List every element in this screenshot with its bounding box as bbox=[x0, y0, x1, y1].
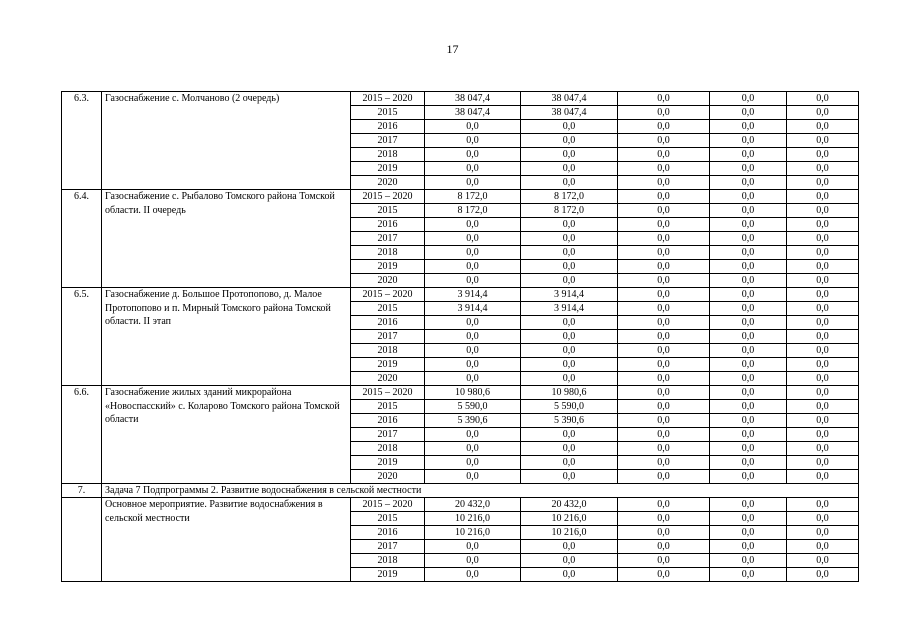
amount-cell: 38 047,4 bbox=[425, 92, 521, 106]
amount-cell: 0,0 bbox=[618, 372, 710, 386]
period-cell: 2015 – 2020 bbox=[351, 190, 425, 204]
item-description: Газоснабжение д. Большое Протопопово, д. Малое Протопопово и п. Мирный Томского района Томской области. II этап bbox=[102, 288, 351, 386]
amount-cell: 0,0 bbox=[787, 246, 859, 260]
amount-cell: 0,0 bbox=[521, 554, 618, 568]
amount-cell: 0,0 bbox=[710, 512, 787, 526]
amount-cell: 0,0 bbox=[710, 302, 787, 316]
item-number bbox=[62, 498, 102, 582]
amount-cell: 0,0 bbox=[710, 540, 787, 554]
amount-cell: 0,0 bbox=[710, 106, 787, 120]
amount-cell: 0,0 bbox=[521, 232, 618, 246]
task-number: 7. bbox=[62, 484, 102, 498]
amount-cell: 0,0 bbox=[710, 428, 787, 442]
page-number: 17 bbox=[446, 42, 459, 56]
amount-cell: 0,0 bbox=[787, 344, 859, 358]
period-cell: 2016 bbox=[351, 526, 425, 540]
amount-cell: 0,0 bbox=[787, 330, 859, 344]
amount-cell: 0,0 bbox=[521, 330, 618, 344]
amount-cell: 0,0 bbox=[521, 176, 618, 190]
amount-cell: 0,0 bbox=[521, 358, 618, 372]
amount-cell: 0,0 bbox=[710, 456, 787, 470]
amount-cell: 0,0 bbox=[787, 176, 859, 190]
amount-cell: 0,0 bbox=[618, 134, 710, 148]
amount-cell: 0,0 bbox=[618, 470, 710, 484]
amount-cell: 0,0 bbox=[425, 330, 521, 344]
amount-cell: 0,0 bbox=[618, 232, 710, 246]
amount-cell: 0,0 bbox=[787, 512, 859, 526]
amount-cell: 0,0 bbox=[787, 386, 859, 400]
amount-cell: 5 590,0 bbox=[521, 400, 618, 414]
amount-cell: 0,0 bbox=[521, 344, 618, 358]
amount-cell: 0,0 bbox=[787, 414, 859, 428]
amount-cell: 0,0 bbox=[618, 456, 710, 470]
amount-cell: 0,0 bbox=[787, 274, 859, 288]
item-number: 6.6. bbox=[62, 386, 102, 484]
amount-cell: 0,0 bbox=[521, 442, 618, 456]
amount-cell: 0,0 bbox=[787, 400, 859, 414]
amount-cell: 0,0 bbox=[787, 302, 859, 316]
amount-cell: 0,0 bbox=[710, 218, 787, 232]
amount-cell: 0,0 bbox=[425, 358, 521, 372]
period-cell: 2017 bbox=[351, 330, 425, 344]
table-row bbox=[62, 386, 859, 400]
amount-cell: 0,0 bbox=[521, 148, 618, 162]
amount-cell: 0,0 bbox=[787, 554, 859, 568]
amount-cell: 0,0 bbox=[618, 274, 710, 288]
amount-cell: 0,0 bbox=[425, 372, 521, 386]
amount-cell: 0,0 bbox=[618, 330, 710, 344]
table-row bbox=[62, 288, 859, 302]
amount-cell: 0,0 bbox=[787, 442, 859, 456]
amount-cell: 0,0 bbox=[787, 456, 859, 470]
period-cell: 2015 bbox=[351, 106, 425, 120]
period-cell: 2018 bbox=[351, 344, 425, 358]
table-body bbox=[62, 92, 859, 582]
amount-cell: 0,0 bbox=[710, 190, 787, 204]
amount-cell: 0,0 bbox=[787, 148, 859, 162]
amount-cell: 0,0 bbox=[521, 456, 618, 470]
task-row bbox=[62, 484, 859, 498]
amount-cell: 0,0 bbox=[425, 540, 521, 554]
amount-cell: 0,0 bbox=[787, 260, 859, 274]
period-cell: 2016 bbox=[351, 316, 425, 330]
amount-cell: 0,0 bbox=[618, 316, 710, 330]
amount-cell: 0,0 bbox=[710, 274, 787, 288]
amount-cell: 10 216,0 bbox=[425, 526, 521, 540]
period-cell: 2017 bbox=[351, 232, 425, 246]
period-cell: 2020 bbox=[351, 372, 425, 386]
amount-cell: 0,0 bbox=[618, 428, 710, 442]
amount-cell: 0,0 bbox=[710, 162, 787, 176]
period-cell: 2015 bbox=[351, 302, 425, 316]
period-cell: 2019 bbox=[351, 260, 425, 274]
amount-cell: 0,0 bbox=[521, 568, 618, 582]
amount-cell: 0,0 bbox=[618, 540, 710, 554]
period-cell: 2018 bbox=[351, 554, 425, 568]
amount-cell: 0,0 bbox=[425, 134, 521, 148]
amount-cell: 0,0 bbox=[787, 134, 859, 148]
amount-cell: 38 047,4 bbox=[521, 92, 618, 106]
amount-cell: 0,0 bbox=[425, 344, 521, 358]
amount-cell: 0,0 bbox=[787, 120, 859, 134]
amount-cell: 0,0 bbox=[618, 512, 710, 526]
period-cell: 2016 bbox=[351, 120, 425, 134]
amount-cell: 38 047,4 bbox=[521, 106, 618, 120]
period-cell: 2015 bbox=[351, 512, 425, 526]
amount-cell: 10 216,0 bbox=[521, 526, 618, 540]
amount-cell: 0,0 bbox=[521, 428, 618, 442]
amount-cell: 38 047,4 bbox=[425, 106, 521, 120]
amount-cell: 0,0 bbox=[787, 372, 859, 386]
amount-cell: 0,0 bbox=[710, 148, 787, 162]
amount-cell: 0,0 bbox=[618, 260, 710, 274]
amount-cell: 0,0 bbox=[425, 428, 521, 442]
period-cell: 2015 – 2020 bbox=[351, 288, 425, 302]
amount-cell: 5 390,6 bbox=[425, 414, 521, 428]
amount-cell: 0,0 bbox=[618, 414, 710, 428]
amount-cell: 0,0 bbox=[618, 386, 710, 400]
amount-cell: 0,0 bbox=[618, 358, 710, 372]
amount-cell: 0,0 bbox=[710, 568, 787, 582]
period-cell: 2019 bbox=[351, 568, 425, 582]
amount-cell: 0,0 bbox=[710, 386, 787, 400]
amount-cell: 0,0 bbox=[710, 316, 787, 330]
amount-cell: 0,0 bbox=[521, 162, 618, 176]
amount-cell: 0,0 bbox=[618, 526, 710, 540]
amount-cell: 0,0 bbox=[521, 246, 618, 260]
table-row bbox=[62, 190, 859, 204]
amount-cell: 0,0 bbox=[710, 498, 787, 512]
amount-cell: 0,0 bbox=[787, 568, 859, 582]
amount-cell: 0,0 bbox=[425, 148, 521, 162]
amount-cell: 0,0 bbox=[710, 120, 787, 134]
amount-cell: 0,0 bbox=[710, 232, 787, 246]
amount-cell: 0,0 bbox=[521, 218, 618, 232]
amount-cell: 0,0 bbox=[787, 526, 859, 540]
amount-cell: 0,0 bbox=[521, 134, 618, 148]
period-cell: 2020 bbox=[351, 176, 425, 190]
amount-cell: 5 390,6 bbox=[521, 414, 618, 428]
amount-cell: 0,0 bbox=[710, 176, 787, 190]
amount-cell: 0,0 bbox=[521, 316, 618, 330]
amount-cell: 0,0 bbox=[710, 358, 787, 372]
amount-cell: 0,0 bbox=[618, 400, 710, 414]
period-cell: 2019 bbox=[351, 358, 425, 372]
period-cell: 2020 bbox=[351, 470, 425, 484]
amount-cell: 0,0 bbox=[618, 288, 710, 302]
amount-cell: 0,0 bbox=[618, 344, 710, 358]
period-cell: 2015 – 2020 bbox=[351, 498, 425, 512]
amount-cell: 10 216,0 bbox=[425, 512, 521, 526]
period-cell: 2015 bbox=[351, 204, 425, 218]
amount-cell: 0,0 bbox=[618, 204, 710, 218]
item-description: Газоснабжение с. Молчаново (2 очередь) bbox=[102, 92, 351, 190]
amount-cell: 0,0 bbox=[787, 316, 859, 330]
amount-cell: 0,0 bbox=[618, 190, 710, 204]
amount-cell: 0,0 bbox=[710, 288, 787, 302]
period-cell: 2015 – 2020 bbox=[351, 386, 425, 400]
amount-cell: 0,0 bbox=[710, 526, 787, 540]
amount-cell: 0,0 bbox=[710, 134, 787, 148]
task-title: Задача 7 Подпрограммы 2. Развитие водоснабжения в сельской местности bbox=[102, 484, 859, 498]
amount-cell: 0,0 bbox=[787, 540, 859, 554]
amount-cell: 0,0 bbox=[425, 456, 521, 470]
period-cell: 2018 bbox=[351, 246, 425, 260]
amount-cell: 0,0 bbox=[618, 498, 710, 512]
amount-cell: 0,0 bbox=[710, 92, 787, 106]
amount-cell: 10 980,6 bbox=[521, 386, 618, 400]
amount-cell: 0,0 bbox=[618, 246, 710, 260]
amount-cell: 0,0 bbox=[521, 470, 618, 484]
amount-cell: 5 590,0 bbox=[425, 400, 521, 414]
amount-cell: 0,0 bbox=[787, 428, 859, 442]
item-number: 6.4. bbox=[62, 190, 102, 288]
period-cell: 2018 bbox=[351, 148, 425, 162]
table-row bbox=[62, 498, 859, 512]
amount-cell: 3 914,4 bbox=[521, 302, 618, 316]
amount-cell: 0,0 bbox=[710, 400, 787, 414]
amount-cell: 0,0 bbox=[425, 316, 521, 330]
amount-cell: 0,0 bbox=[618, 218, 710, 232]
period-cell: 2016 bbox=[351, 414, 425, 428]
period-cell: 2017 bbox=[351, 134, 425, 148]
amount-cell: 0,0 bbox=[710, 344, 787, 358]
item-number: 6.5. bbox=[62, 288, 102, 386]
budget-table bbox=[61, 91, 859, 582]
amount-cell: 0,0 bbox=[787, 106, 859, 120]
amount-cell: 0,0 bbox=[710, 204, 787, 218]
amount-cell: 0,0 bbox=[618, 176, 710, 190]
amount-cell: 0,0 bbox=[787, 218, 859, 232]
amount-cell: 0,0 bbox=[425, 554, 521, 568]
amount-cell: 3 914,4 bbox=[425, 302, 521, 316]
amount-cell: 0,0 bbox=[425, 162, 521, 176]
amount-cell: 0,0 bbox=[787, 232, 859, 246]
amount-cell: 0,0 bbox=[787, 162, 859, 176]
amount-cell: 0,0 bbox=[787, 470, 859, 484]
amount-cell: 0,0 bbox=[425, 176, 521, 190]
period-cell: 2018 bbox=[351, 442, 425, 456]
table-row bbox=[62, 92, 859, 106]
item-description: Основное мероприятие. Развитие водоснабжения в сельской местности bbox=[102, 498, 351, 582]
amount-cell: 0,0 bbox=[425, 246, 521, 260]
amount-cell: 3 914,4 bbox=[425, 288, 521, 302]
amount-cell: 0,0 bbox=[710, 442, 787, 456]
amount-cell: 0,0 bbox=[787, 204, 859, 218]
period-cell: 2019 bbox=[351, 456, 425, 470]
period-cell: 2017 bbox=[351, 540, 425, 554]
amount-cell: 0,0 bbox=[425, 260, 521, 274]
amount-cell: 3 914,4 bbox=[521, 288, 618, 302]
amount-cell: 10 980,6 bbox=[425, 386, 521, 400]
item-description: Газоснабжение жилых зданий микрорайона «Новоспасский» с. Коларово Томского района Томской области bbox=[102, 386, 351, 484]
amount-cell: 0,0 bbox=[425, 470, 521, 484]
amount-cell: 0,0 bbox=[618, 162, 710, 176]
amount-cell: 20 432,0 bbox=[521, 498, 618, 512]
amount-cell: 8 172,0 bbox=[425, 204, 521, 218]
amount-cell: 0,0 bbox=[710, 372, 787, 386]
amount-cell: 0,0 bbox=[710, 414, 787, 428]
amount-cell: 0,0 bbox=[787, 498, 859, 512]
amount-cell: 0,0 bbox=[521, 540, 618, 554]
amount-cell: 0,0 bbox=[425, 568, 521, 582]
amount-cell: 0,0 bbox=[787, 190, 859, 204]
item-number: 6.3. bbox=[62, 92, 102, 190]
amount-cell: 0,0 bbox=[521, 120, 618, 134]
amount-cell: 0,0 bbox=[710, 470, 787, 484]
amount-cell: 0,0 bbox=[787, 92, 859, 106]
amount-cell: 0,0 bbox=[521, 372, 618, 386]
amount-cell: 10 216,0 bbox=[521, 512, 618, 526]
amount-cell: 0,0 bbox=[710, 260, 787, 274]
amount-cell: 0,0 bbox=[618, 106, 710, 120]
amount-cell: 0,0 bbox=[618, 148, 710, 162]
amount-cell: 0,0 bbox=[710, 330, 787, 344]
amount-cell: 20 432,0 bbox=[425, 498, 521, 512]
period-cell: 2019 bbox=[351, 162, 425, 176]
period-cell: 2017 bbox=[351, 428, 425, 442]
period-cell: 2020 bbox=[351, 274, 425, 288]
amount-cell: 8 172,0 bbox=[521, 204, 618, 218]
amount-cell: 8 172,0 bbox=[425, 190, 521, 204]
amount-cell: 0,0 bbox=[618, 92, 710, 106]
period-cell: 2015 bbox=[351, 400, 425, 414]
amount-cell: 0,0 bbox=[521, 260, 618, 274]
amount-cell: 0,0 bbox=[521, 274, 618, 288]
amount-cell: 0,0 bbox=[710, 246, 787, 260]
amount-cell: 0,0 bbox=[425, 274, 521, 288]
amount-cell: 0,0 bbox=[710, 554, 787, 568]
amount-cell: 0,0 bbox=[618, 568, 710, 582]
amount-cell: 0,0 bbox=[618, 442, 710, 456]
amount-cell: 0,0 bbox=[618, 302, 710, 316]
amount-cell: 0,0 bbox=[787, 358, 859, 372]
amount-cell: 0,0 bbox=[618, 554, 710, 568]
item-description: Газоснабжение с. Рыбалово Томского района Томской области. II очередь bbox=[102, 190, 351, 288]
amount-cell: 0,0 bbox=[425, 120, 521, 134]
amount-cell: 0,0 bbox=[787, 288, 859, 302]
period-cell: 2015 – 2020 bbox=[351, 92, 425, 106]
amount-cell: 8 172,0 bbox=[521, 190, 618, 204]
period-cell: 2016 bbox=[351, 218, 425, 232]
amount-cell: 0,0 bbox=[425, 218, 521, 232]
amount-cell: 0,0 bbox=[618, 120, 710, 134]
amount-cell: 0,0 bbox=[425, 442, 521, 456]
amount-cell: 0,0 bbox=[425, 232, 521, 246]
